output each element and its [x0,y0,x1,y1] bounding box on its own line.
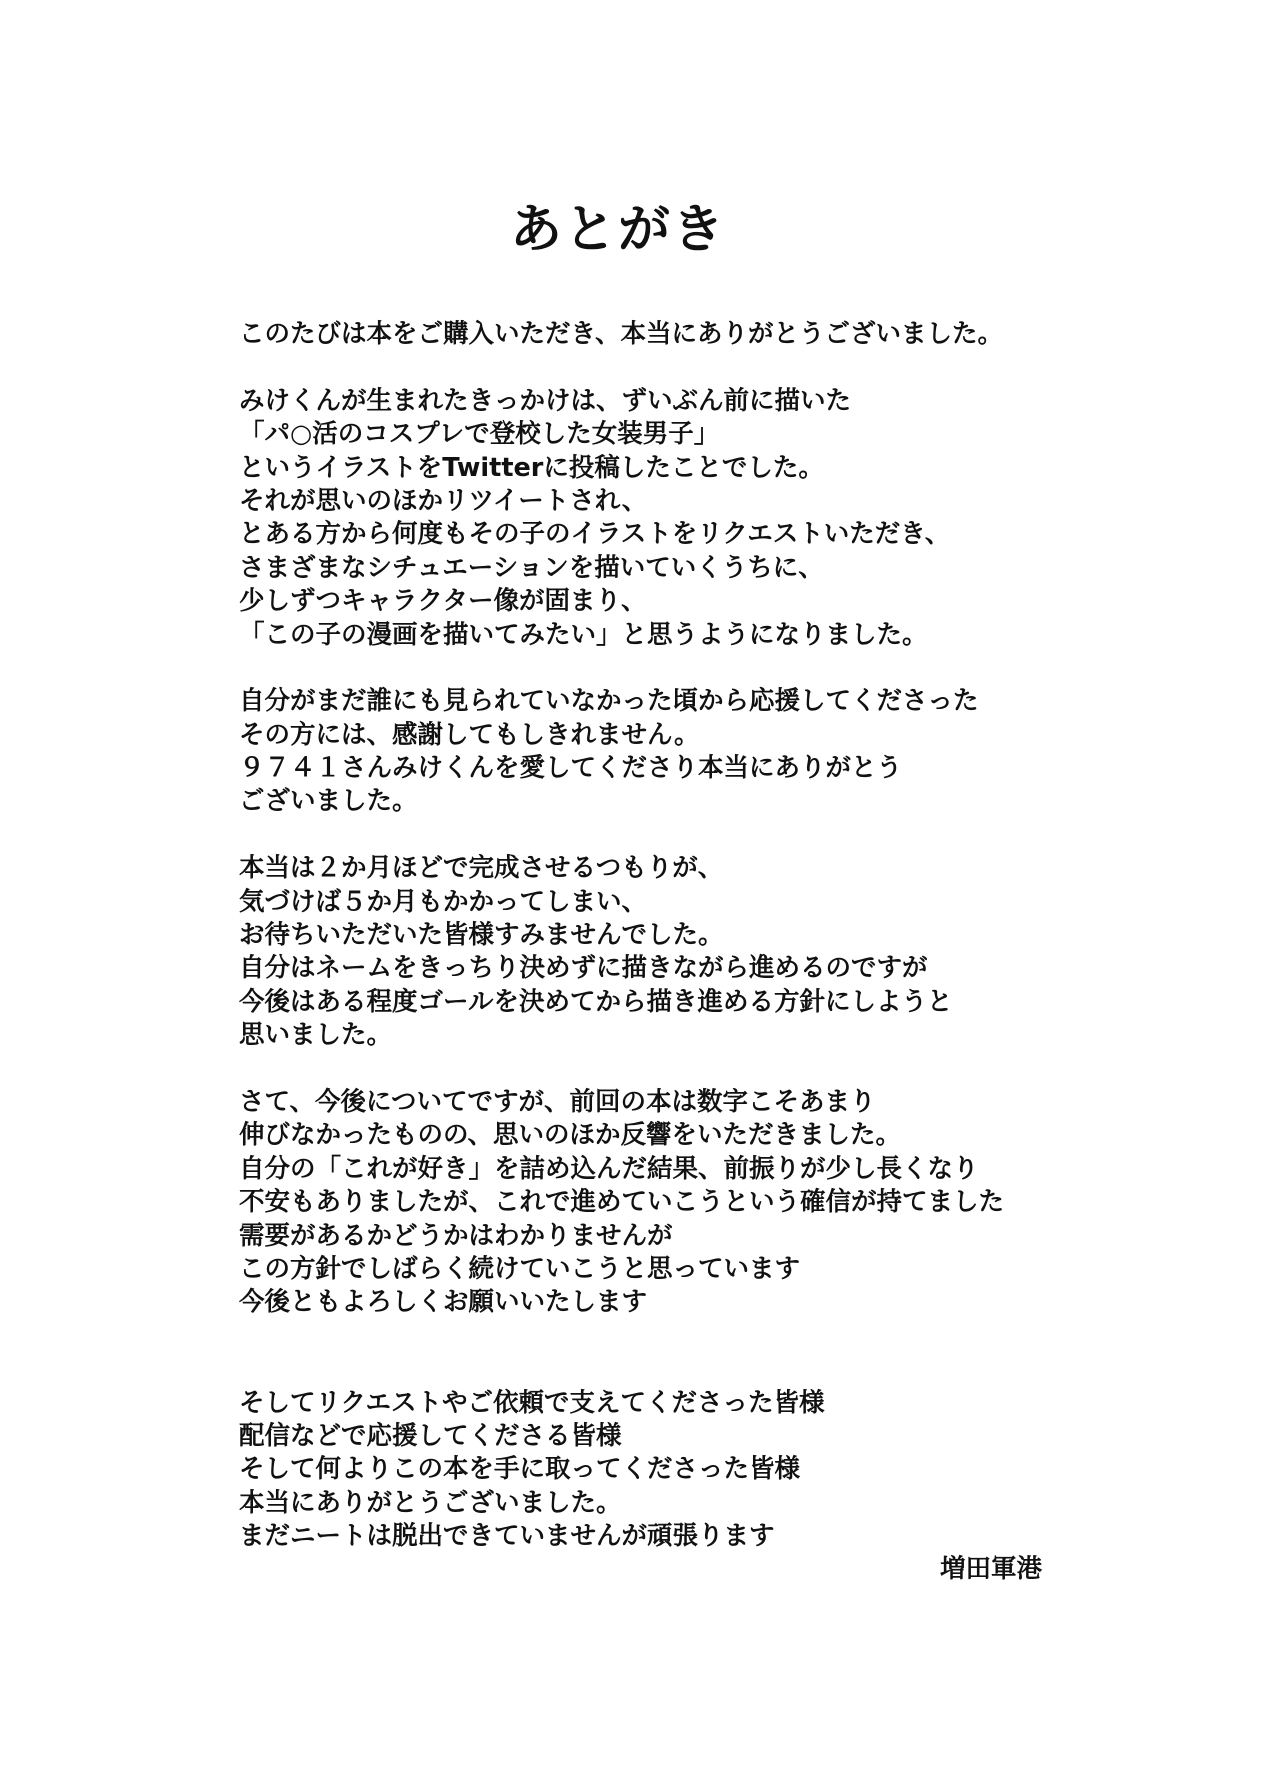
paragraph-gap [239,819,1099,852]
paragraph-gap [239,1353,1099,1386]
text-line: まだニートは脱出できていませんが頑張ります [239,1521,775,1552]
page-title: あとがき [509,200,726,260]
text-line: 自分がまだ誰にも見られていなかった頃から応援してくださった [239,686,979,717]
text-line: この方針でしばらく続けていこうと思っています [239,1253,801,1284]
text-line: というイラストをTwitterに投稿したことでした。 [239,452,824,483]
text-line: 思いました。 [239,1020,393,1051]
text-line: さて、今後についてですが、前回の本は数字こそあまり [239,1086,876,1117]
text-line: 今後ともよろしくお願いいたします [239,1287,648,1318]
text-line: このたびは本をご購入いただき、本当にありがとうございました。 [239,319,1003,349]
text-line: ございました。 [239,786,418,817]
paragraph-gap [239,1320,1099,1353]
text-line: 気づけば５か月もかかってしまい、 [239,886,648,917]
text-line: 自分の「これが好き」を詰め込んだ結果、前振りが少し長くなり [239,1153,979,1184]
afterword-body [239,318,1099,1553]
text-line: それが思いのほかリツイートされ、 [239,485,648,516]
text-line: 「パ○活のコスプレで登校した女装男子」 [239,419,720,450]
text-line: 本当は２か月ほどで完成させるつもりが、 [239,853,724,884]
text-line: そしてリクエストやご依頼で支えてくださった皆様 [239,1387,825,1418]
text-line: 本当にありがとうございました。 [239,1487,622,1518]
text-line: さまざまなシチュエーションを描いていくうちに、 [239,552,824,583]
text-line: お待ちいただいた皆様すみませんでした。 [239,920,724,951]
text-line: 配信などで応援してくださる皆様 [239,1420,622,1451]
text-line: 不安もありましたが、これで進めていこうという確信が持てました [239,1187,1005,1218]
text-line: 自分はネームをきっちり決めずに描きながら進めるのですが [239,953,928,984]
paragraph-gap [239,351,1099,384]
paragraph-gap [239,1053,1099,1086]
author-signature: 増田軍港 [939,1554,1042,1584]
text-line: ９７４１さんみけくんを愛してくださり本当にありがとう [239,753,903,784]
text-line: 伸びなかったものの、思いのほか反響をいただきました。 [239,1120,901,1151]
text-line: 需要があるかどうかはわかりませんが [239,1220,673,1251]
text-line: みけくんが生まれたきっかけは、ずいぶん前に描いた [239,385,852,416]
text-line: そして何よりこの本を手に取ってくださった皆様 [239,1454,801,1485]
text-line: とある方から何度もその子のイラストをリクエストいただき、 [239,519,951,550]
paragraph-gap [239,652,1099,685]
text-line: 少しずつキャラクター像が固まり、 [239,586,647,617]
text-line: その方には、感謝してもしきれません。 [239,719,700,750]
text-line: 今後はある程度ゴールを決めてから描き進める方針にしようと [239,986,953,1017]
text-line: 「この子の漫画を描いてみたい」と思うようになりました。 [239,619,928,650]
